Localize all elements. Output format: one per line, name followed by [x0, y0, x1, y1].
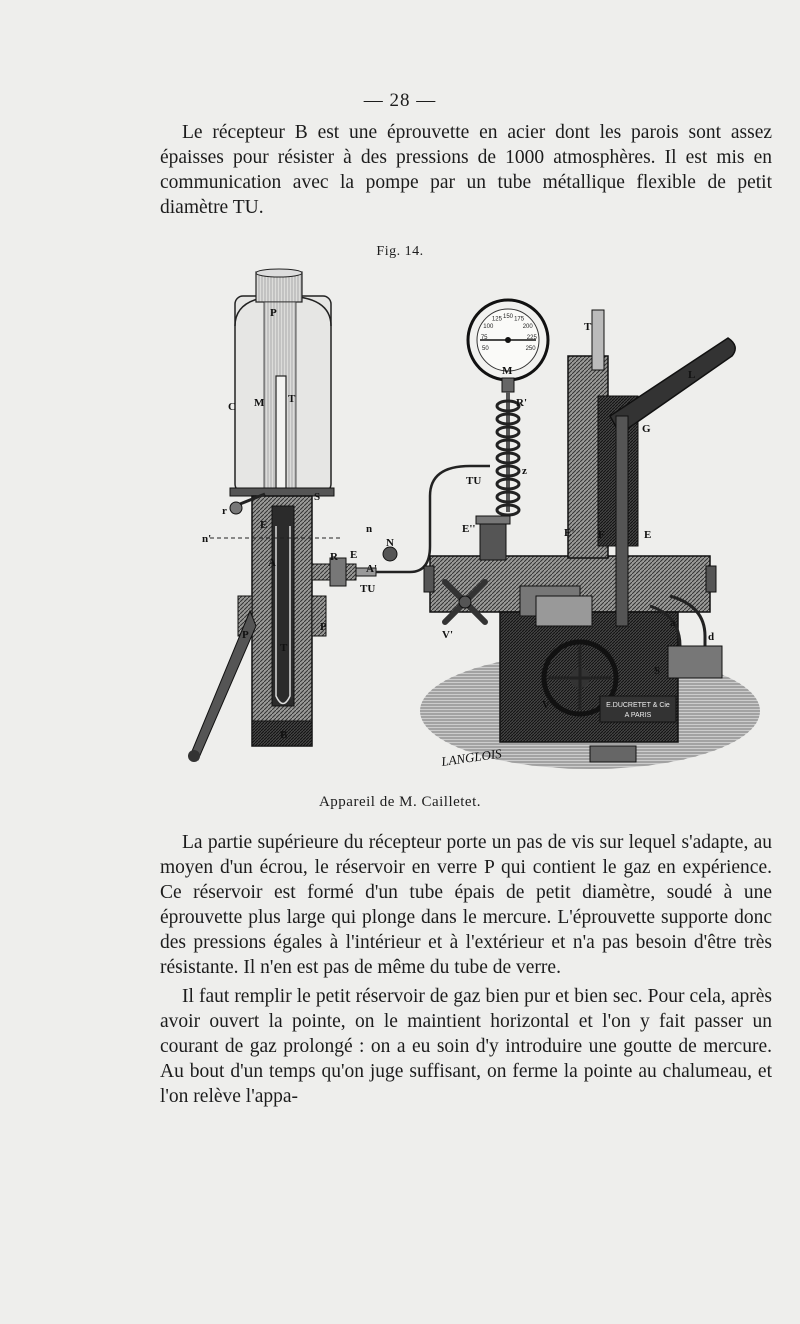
cailletet-apparatus-engraving: [180, 266, 760, 786]
label-V: V: [542, 699, 550, 711]
gauge-number: 125: [491, 316, 502, 323]
receiver-B: [230, 488, 334, 746]
label-TU: TU: [360, 583, 376, 595]
gauge-number: 100: [483, 324, 494, 331]
gauge-number: 225: [526, 334, 537, 341]
label-F: F: [598, 529, 605, 541]
label-n-prime: n': [202, 533, 212, 545]
figure-illustration: [180, 266, 760, 786]
gauge-number: 200: [522, 324, 533, 331]
label-C: C: [228, 401, 236, 413]
figure-label: Fig. 14.: [376, 244, 424, 259]
bottom-text: [160, 830, 772, 1109]
coupling-E-double: [476, 516, 510, 560]
gauge-number: 75: [480, 334, 488, 341]
label-n: n: [366, 523, 373, 535]
label-T-tube: T: [288, 393, 296, 405]
label-B: B: [280, 729, 288, 741]
page-number: — 28 —: [363, 90, 437, 111]
label-P: P: [270, 307, 277, 319]
label-P-right: P: [320, 621, 327, 633]
label-E-right: E: [644, 529, 652, 541]
label-M-gauge: M: [502, 365, 513, 377]
label-d: d: [708, 631, 715, 643]
label-L: L: [688, 369, 696, 381]
label-E-left: E: [260, 519, 268, 531]
paragraph: La partie supérieure du récepteur porte un pas de vis sur lequel s'adapte, au moyen d'un écrou, le réservoir en verre P qui contient le gaz en expérience. Ce réservoir est formé d'un tube épais de petit diamètre, soudé à une éprouvette plus large qui plonge dans le mercure. L'éprouvette supporte donc des pressions égales à l'intérieur et à l'extérieur et n'a pas besoin d'être très résistante. Il n'en est pas de même du tube de verre.: [160, 832, 772, 978]
label-E-prime: E': [564, 527, 575, 539]
maker-line-2: A PARIS: [624, 712, 652, 719]
gauge-number: 150: [502, 314, 514, 320]
label-S-right: S: [654, 665, 661, 677]
label-V-prime: V': [442, 629, 453, 641]
label-P-left: P: [242, 629, 249, 641]
label-r: r: [222, 505, 227, 517]
label-A-prime: A': [366, 563, 377, 575]
label-a: a: [670, 617, 676, 629]
gauge-number: 50: [482, 346, 489, 353]
label-N: N: [386, 537, 394, 549]
maker-line-1: E.DUCRETET & Cie: [606, 702, 670, 709]
label-T-top: T: [584, 321, 592, 333]
base-bolt: [590, 746, 636, 762]
engraver-signature: LANGLOIS: [440, 745, 503, 769]
figure-caption: Appareil de M. Cailletet.: [318, 794, 482, 810]
label-G: G: [642, 423, 651, 435]
label-E-double: E'': [462, 523, 476, 535]
paragraph: Le récepteur B est une éprouvette en acier dont les parois sont assez épaisses pour résister à des pressions de 1000 atmosphères. Il est mis en communication avec la pompe par un tube métallique flexible de petit diamètre TU.: [160, 122, 772, 218]
label-E-mid: E: [350, 549, 358, 561]
label-S: S: [314, 491, 321, 503]
label-R: R: [330, 551, 338, 563]
gauge-number: 250: [525, 346, 536, 353]
label-M: M: [254, 397, 265, 409]
label-TU-top: TU: [466, 475, 482, 487]
label-T-inner: T: [280, 642, 288, 654]
pressure-gauge-M: [468, 300, 548, 392]
makers-plate: [600, 696, 676, 722]
paragraph: Il faut remplir le petit réservoir de gaz bien pur et bien sec. Pour cela, après avoir ouvert la pointe, on le maintient horizontal et l'on y fait passer un courant de gaz prolongé : on a eu soin d'y introduire une goutte de mercure. Au bout d'un temps qu'on juge suffisant, on ferme la pointe au chalumeau, et l'on relève l'appa-: [160, 986, 772, 1107]
label-z: z: [522, 465, 527, 477]
label-R-prime: R': [516, 397, 527, 409]
top-text: [160, 120, 772, 220]
spiral-tube: [497, 392, 519, 515]
label-A: A: [268, 557, 276, 569]
gauge-number: 175: [514, 316, 525, 323]
